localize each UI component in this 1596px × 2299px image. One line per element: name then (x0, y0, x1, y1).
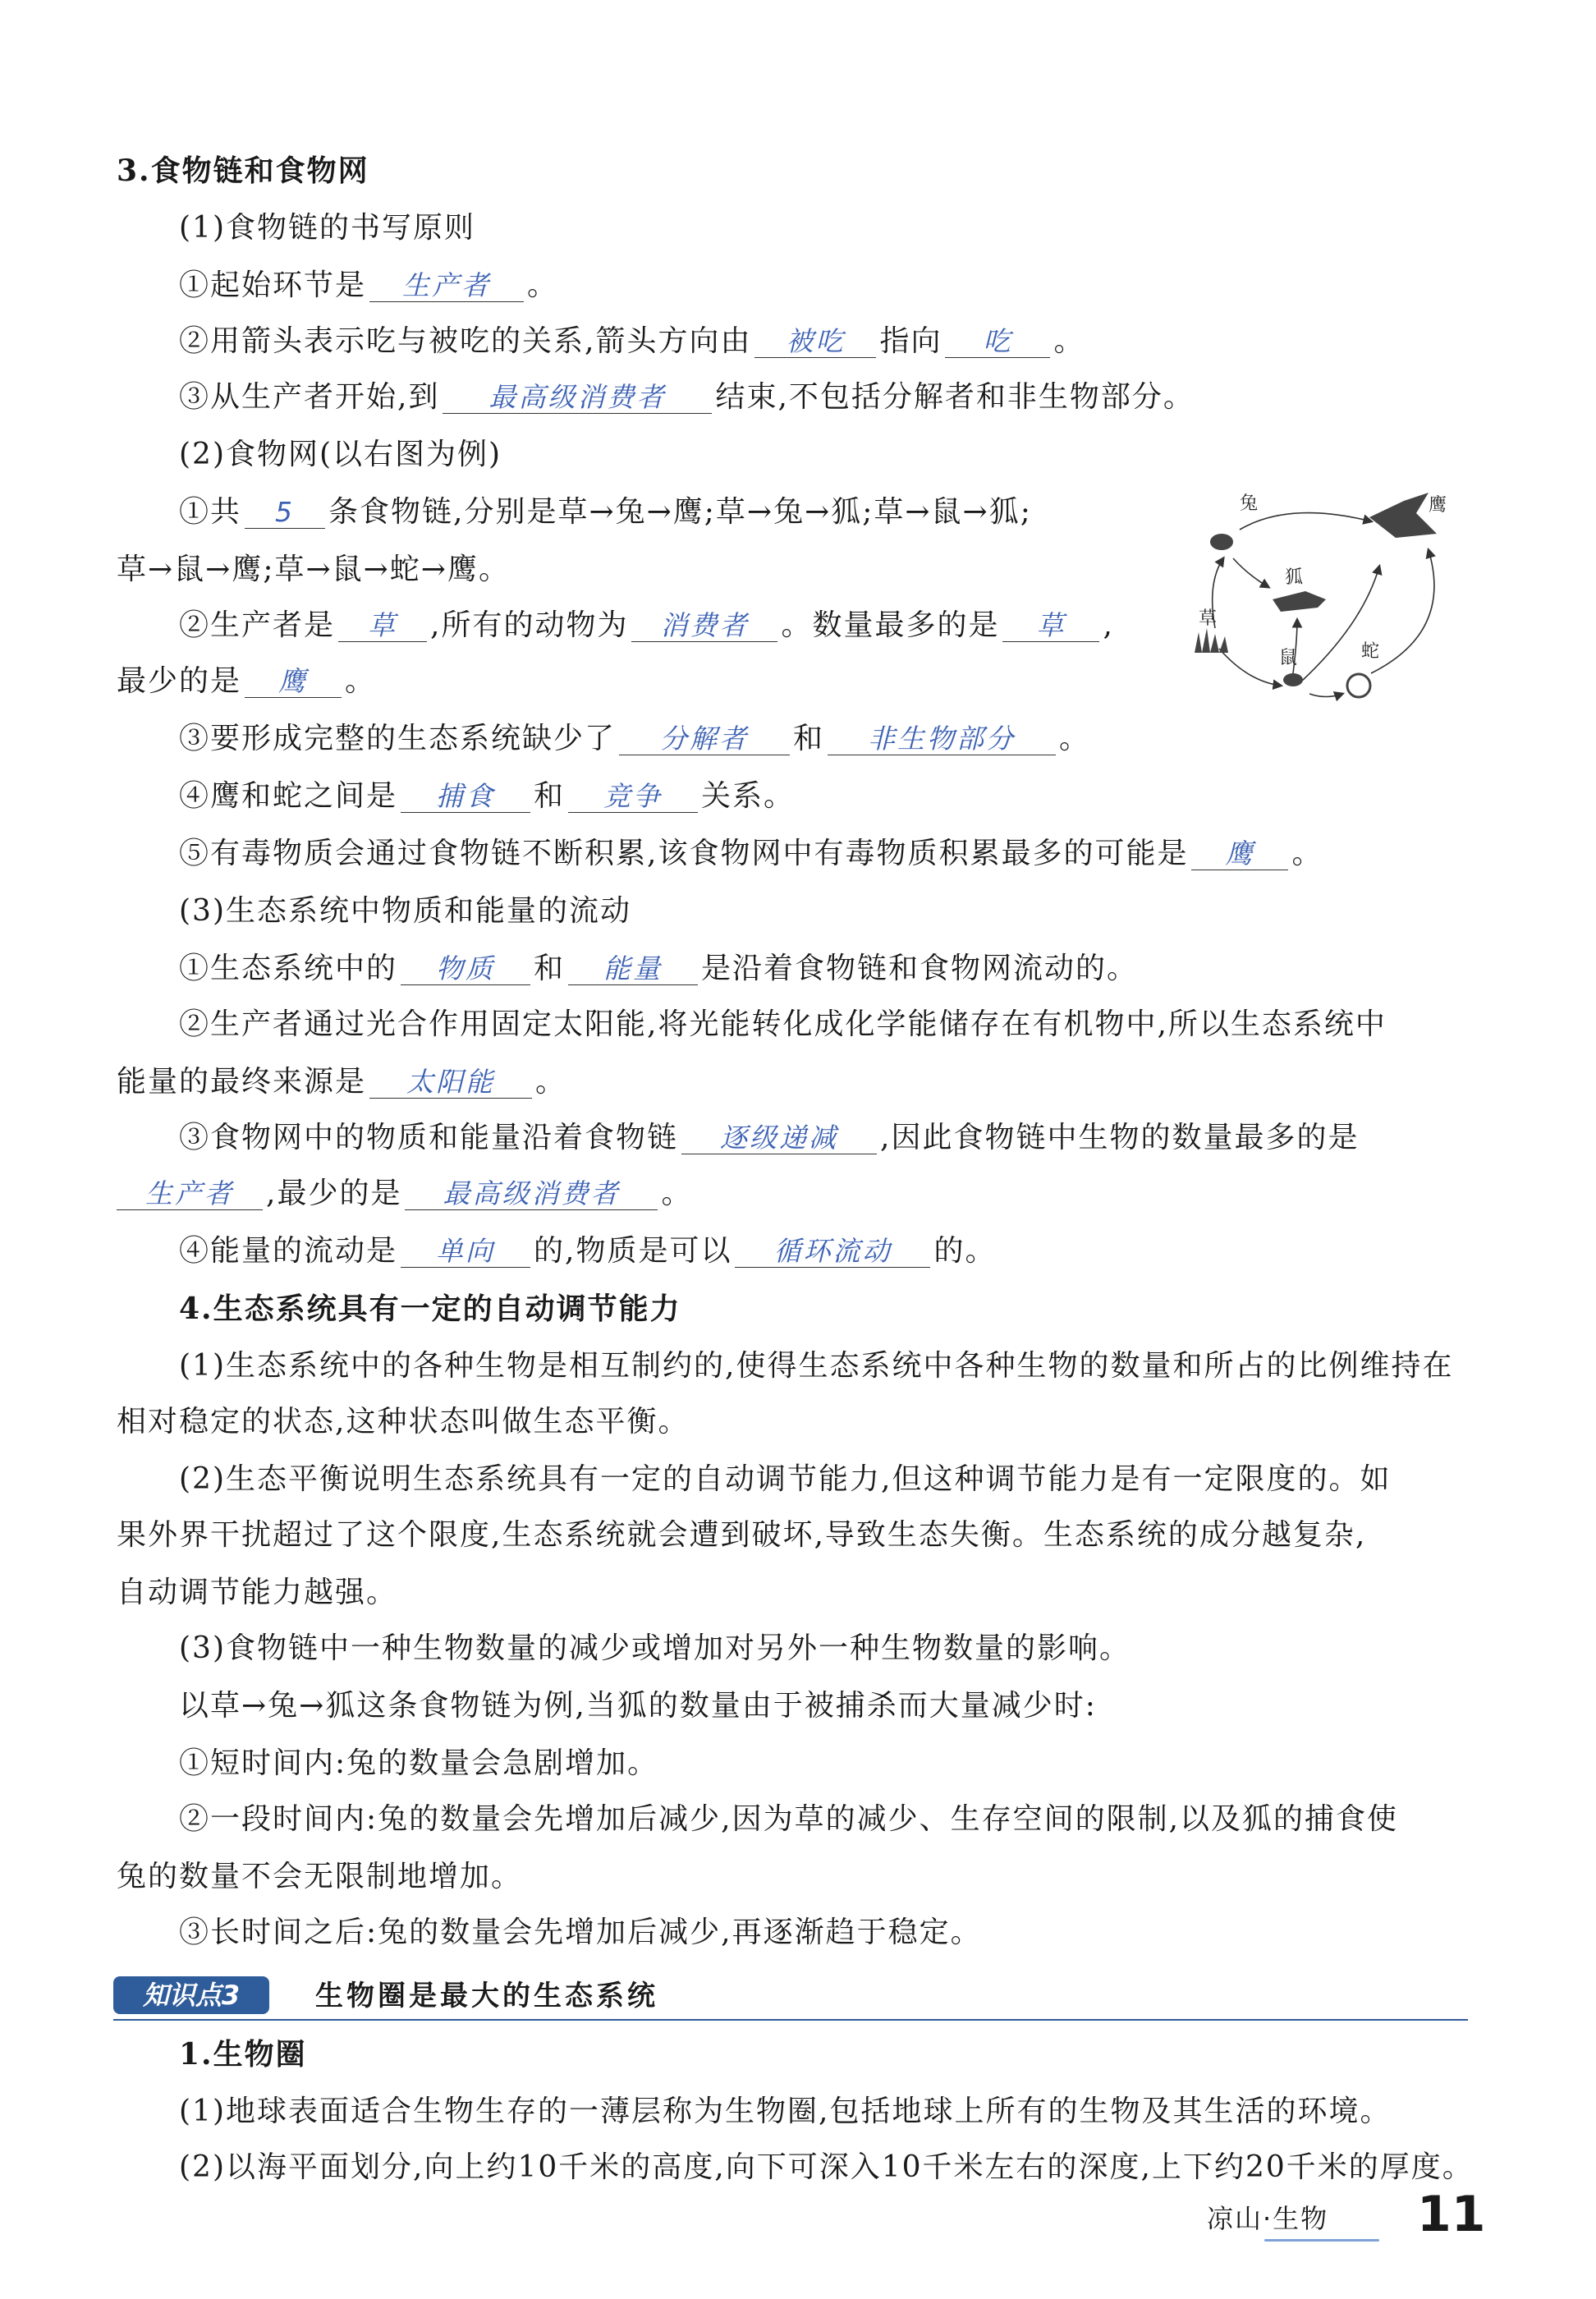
flow-q2-line1: ②生产者通过光合作用固定太阳能,将光能转化成化学能储存在有机物中,所以生态系统中 (179, 1007, 1387, 1041)
web-q4-text: ④鹰和蛇之间是 (179, 779, 398, 813)
label-grass: 草 (1199, 608, 1218, 629)
flow-q3-tail: ,因此食物链中生物的数量最多的是 (880, 1121, 1360, 1154)
web-q5 (179, 836, 1323, 872)
web-q2 (179, 608, 1114, 644)
rule-3-text: ③从生产者开始,到 (179, 380, 440, 414)
s4-p2-line1: (2)生态平衡说明生态系统具有一定的自动调节能力,但这种调节能力是有一定限度的。如 (179, 1462, 1392, 1496)
rule-2 (179, 324, 1085, 360)
flow-q1-text: ①生态系统中的 (179, 952, 398, 985)
flow-q3-mid: ,最少的是 (266, 1177, 402, 1210)
section-divider (113, 2019, 1468, 2021)
knowledge-point-title: 生物圈是最大的生态系统 (315, 1980, 658, 2012)
answer-blank: 非生物部分 (828, 723, 1056, 755)
web-q1-tail: 条食物链,分别是草→兔→鹰;草→兔→狐;草→鼠→狐; (328, 495, 1032, 529)
answer-blank: 循环流动 (735, 1236, 930, 1268)
web-q4-mid: 和 (534, 779, 566, 813)
biosphere-p1: (1)地球表面适合生物生存的一薄层称为生物圈,包括地球上所有的生物及其生活的环境。 (179, 2095, 1392, 2128)
label-snake: 蛇 (1361, 641, 1380, 662)
answer-blank: 分解者 (619, 723, 790, 755)
s4-p3: (3)食物链中一种生物数量的减少或增加对另外一种生物数量的影响。 (179, 1631, 1130, 1665)
web-q3-mid: 和 (793, 722, 825, 755)
arrow-grass-mouse (1219, 649, 1281, 686)
punct: 。 (1291, 837, 1323, 870)
web-q3-text: ③要形成完整的生态系统缺少了 (179, 722, 617, 755)
rule-3-tail: 结束,不包括分解者和非生物部分。 (715, 380, 1195, 414)
s4-p1-line1: (1)生态系统中的各种生物是相互制约的,使得生态系统中各种生物的数量和所占的比例维持在 (179, 1349, 1454, 1383)
eagle-figure (1369, 493, 1437, 538)
s4-item-1: ①短时间内:兔的数量会急剧增加。 (179, 1746, 659, 1780)
knowledge-point-badge: 知识点3 (113, 1976, 269, 2014)
flow-q3-text: ③食物网中的物质和能量沿着食物链 (179, 1121, 679, 1154)
web-q2-cont-text: 最少的是 (117, 664, 242, 698)
mouse-figure (1283, 673, 1303, 686)
rule-2-mid: 指向 (879, 324, 942, 358)
label-fox: 狐 (1285, 567, 1304, 588)
answer-blank: 竞争 (568, 781, 698, 813)
answer-blank: 能量 (568, 953, 698, 985)
food-web-diagram (1182, 484, 1478, 723)
label-eagle: 鹰 (1429, 495, 1447, 516)
answer-blank: 捕食 (401, 781, 530, 813)
answer-blank: 生产者 (369, 270, 524, 302)
answer-blank: 鹰 (1191, 838, 1288, 870)
footer-label: 凉山·生物 (1207, 2203, 1329, 2234)
grass-figure (1195, 628, 1228, 653)
section-3-title: 3.食物链和食物网 (117, 154, 369, 188)
rule-1-text: ①起始环节是 (179, 268, 367, 302)
flow-q1-tail: 是沿着食物链和食物网流动的。 (701, 952, 1139, 985)
web-q2-cont (117, 663, 376, 700)
s4-p2-line2: 果外界干扰超过了这个限度,生态系统就会遭到破坏,导致生态失衡。生态系统的成分越复杂, (117, 1518, 1367, 1552)
flow-q3 (179, 1120, 1359, 1156)
flow-q4-tail: 的。 (933, 1234, 997, 1268)
punct: 。 (1059, 722, 1091, 755)
arrow-rabbit-fox (1233, 558, 1268, 587)
web-q3 (179, 721, 1090, 757)
flow-q1-mid: 和 (534, 952, 566, 985)
flow-q1 (179, 951, 1138, 987)
biosphere-p2: (2)以海平面划分,向上约10千米的高度,向下可深入10千米左右的深度,上下约20千米的厚度。 (179, 2150, 1474, 2184)
subsection-food-chain-rules: (1)食物链的书写原则 (179, 211, 475, 245)
answer-blank: 最高级消费者 (405, 1178, 658, 1210)
web-q1-text: ①共 (179, 495, 242, 529)
answer-blank: 鹰 (245, 666, 342, 698)
answer-blank: 草 (338, 610, 427, 642)
rule-1 (179, 268, 558, 304)
flow-q4-text: ④能量的流动是 (179, 1234, 398, 1268)
section-4-title: 4.生态系统具有一定的自动调节能力 (179, 1292, 681, 1326)
s4-p1-line2: 相对稳定的状态,这种状态叫做生态平衡。 (117, 1405, 690, 1439)
web-q1-cont: 草→鼠→鹰;草→鼠→蛇→鹰。 (117, 553, 510, 586)
punct: 。 (345, 664, 377, 698)
answer-blank: 5 (245, 497, 325, 529)
s4-item-3: ③长时间之后:兔的数量会先增加后减少,再逐渐趋于稳定。 (179, 1916, 982, 1949)
punct: 。 (535, 1065, 567, 1099)
subsection-food-web: (2)食物网(以右图为例) (179, 438, 502, 471)
web-q4-tail: 关系。 (701, 779, 796, 813)
answer-blank: 物质 (401, 953, 530, 985)
biosphere-title: 1.生物圈 (179, 2037, 307, 2072)
web-q1 (179, 494, 1032, 530)
s4-item-2-line2: 兔的数量不会无限制地增加。 (117, 1860, 523, 1893)
snake-figure (1347, 674, 1370, 697)
knowledge-point-header (113, 1976, 1468, 2019)
answer-blank: 太阳能 (369, 1067, 532, 1099)
answer-blank: 单向 (401, 1236, 530, 1268)
web-q2-mid: ,所有的动物为 (430, 608, 629, 642)
rule-3 (179, 379, 1195, 415)
flow-q3-cont (117, 1176, 692, 1212)
answer-blank: 吃 (945, 326, 1050, 358)
rule-2-text: ②用箭头表示吃与被吃的关系,箭头方向由 (179, 324, 752, 358)
web-q4 (179, 778, 795, 815)
punct: 。 (1053, 324, 1085, 358)
arrow-mouse-eagle (1301, 567, 1379, 681)
punct: 。 (661, 1177, 693, 1210)
punct: , (1103, 608, 1114, 642)
footer-decoration (1264, 2239, 1379, 2242)
subsection-flow: (3)生态系统中物质和能量的流动 (179, 894, 631, 928)
answer-blank: 消费者 (631, 610, 777, 642)
punct: 。 (527, 268, 559, 302)
answer-blank: 最高级消费者 (443, 382, 712, 414)
s4-example: 以草→兔→狐这条食物链为例,当狐的数量由于被捕杀而大量减少时: (179, 1689, 1097, 1723)
label-rabbit: 兔 (1240, 493, 1259, 514)
answer-blank: 生产者 (117, 1178, 263, 1210)
rabbit-figure (1210, 534, 1233, 550)
web-q5-text: ⑤有毒物质会通过食物链不断积累,该食物网中有毒物质积累最多的可能是 (179, 837, 1189, 870)
answer-blank: 逐级递减 (681, 1122, 877, 1154)
label-mouse: 鼠 (1279, 648, 1298, 668)
fox-figure (1273, 591, 1326, 612)
web-q2-text: ②生产者是 (179, 608, 336, 642)
flow-q4-mid: 的,物质是可以 (534, 1234, 732, 1268)
answer-blank: 被吃 (754, 326, 876, 358)
page-number: 11 (1417, 2186, 1486, 2243)
s4-item-2-line1: ②一段时间内:兔的数量会先增加后减少,因为草的减少、生存空间的限制,以及狐的捕食使 (179, 1802, 1399, 1836)
flow-q2-line2 (117, 1064, 566, 1100)
arrow-mouse-snake (1309, 694, 1342, 697)
flow-q2-text: 能量的最终来源是 (117, 1065, 367, 1099)
arrow-rabbit-eagle (1240, 513, 1371, 530)
s4-p2-line3: 自动调节能力越强。 (117, 1576, 398, 1609)
answer-blank: 草 (1002, 610, 1099, 642)
web-q2-mid2: 。数量最多的是 (781, 608, 1000, 642)
arrow-snake-eagle (1371, 550, 1434, 673)
flow-q4 (179, 1233, 996, 1269)
